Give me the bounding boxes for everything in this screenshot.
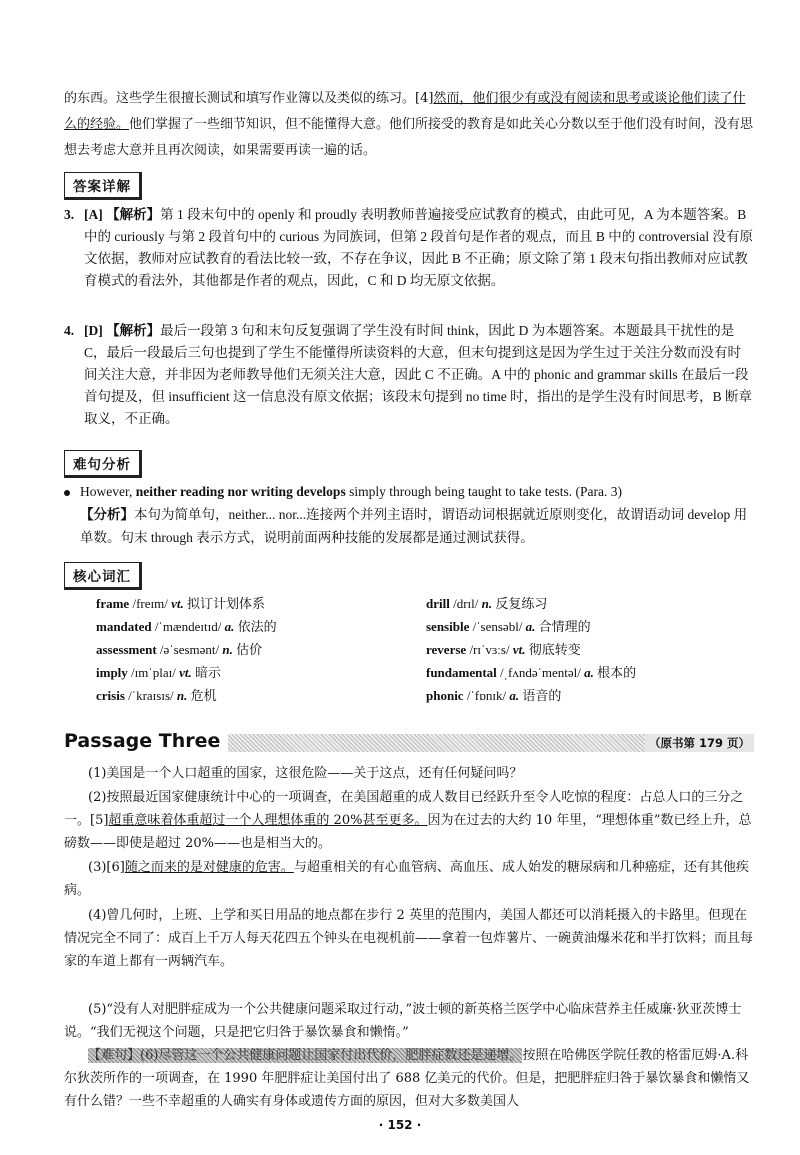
passage-paragraph-4: (4)曾几何时，上班、上学和买日用品的地点都在步行 2 英里的范围内，美国人都还可以消耗摄入的卡路里。但现在情况完全不同了：成百上千万人每天花四五个钟头在电视机前——拿着一包炸薯片、一碗黄油爆米花和半打饮料；而且每家的车道上都有一两辆汽车。 (64, 908, 754, 969)
vocab-entry: assessment /əˈsesmənt/ n. 估价 (96, 642, 263, 657)
difficult-sentence (64, 480, 754, 549)
answer-number: 4. (64, 323, 75, 338)
vocab-entry: reverse /rɪˈvɜːs/ vt. 彻底转变 (426, 642, 581, 657)
top-text-1: 的东西。这些学生很擅长测试和填写作业簿以及类似的练习。[4] (64, 91, 434, 106)
answer-text: 第 1 段末句中的 openly 和 proudly 表明教师普遍接受应试教育的模式，由此可见，A 为本题答案。B 中的 curiously 与第 2 段首句中的 curious 为同族词，但第 2 段首句是作者的观点，而且 B 中的 controversial 没有原文依据，教师对应试教育的看法比较一致，不存在争议，因此 B 不正确；原文除了第 1 段末句指出教师对应试教育模式的看法外，其他都是作者的观点，因此，C 和 D 均无原文依据。 (84, 207, 753, 288)
vocab-column-left (96, 592, 277, 707)
page-number: · 152 · (378, 1118, 422, 1132)
vocab-entry: imply /ɪmˈplaɪ/ vt. 暗示 (96, 665, 221, 680)
sentence-part-c: simply through being taught to take tests. (Para. 3) (345, 484, 623, 499)
vocab-column-right (426, 592, 636, 707)
vocab-entry: fundamental /ˌfʌndəˈmentəl/ a. 根本的 (426, 665, 637, 680)
section-title-vocabulary: 核心词汇 (64, 562, 142, 590)
passage-title: Passage Three (64, 730, 228, 752)
passage-paragraph-1: (1)美国是一个人口超重的国家，这很危险——关于这点，还有任何疑问吗？ (88, 766, 523, 781)
difficult-sentence-highlight: 【难句】(6)尽管这一个公共健康问题让国家付出代价，肥胖症数还是递增。 (88, 1048, 523, 1063)
answer-text: 最后一段第 3 句和末句反复强调了学生没有时间 think，因此 D 为本题答案。本题最具干扰性的是 C，最后一段最后三句也提到了学生不能懂得所读资料的大意，但末句提到这是因为学生过于关注分数而没有时间关注大意，并非因为老师教导他们无须关注大意，因此 C 不正确。A 中的 phonic and grammar skills 在最后一段首句提及，但 insufficient 这一信息没有原文依据；该段末句提到 no time 时，指出的是学生没有时间思考，B 断章取义，不正确。 (84, 323, 752, 426)
vocab-entry: phonic /ˈfɒnɪk/ a. 语音的 (426, 688, 562, 703)
answer-letter: [A] (84, 207, 103, 222)
analysis-tag: 【分析】 (80, 507, 134, 522)
sentence-part-a: However, (80, 484, 136, 499)
answer-item-3 (64, 204, 754, 292)
answer-number: 3. (64, 207, 75, 222)
vocab-entry: crisis /ˈkraɪsɪs/ n. 危机 (96, 688, 217, 703)
vocab-entry: frame /freɪm/ vt. 拟订计划体系 (96, 596, 265, 611)
passage-paragraph-5: (5)“没有人对肥胖症成为一个公共健康问题采取过行动，”波士顿的新英格兰医学中心临床营养主任威廉·狄亚茨博士说。“我们无视这个问题，只是把它归咎于暴饮暴食和懒惰。” (64, 1002, 742, 1040)
passage-paragraph-2: (2)按照最近国家健康统计中心的一项调查，在美国超重的成人数目已经跃升至令人吃惊的程度：占总人口的三分之一。[5]超重意味着体重超过一个人理想体重的 20%甚至更多。因为在过去的大约 10 年里，“理想体重”数已经上升，总磅数——即使是超过 20%——也是相当大的。 (64, 790, 752, 851)
vocab-entry: mandated /ˈmændeɪtɪd/ a. 依法的 (96, 619, 277, 634)
analysis-tag: 【解析】 (106, 323, 161, 338)
top-underlined-2: 他们读了什么的经验。 (64, 91, 746, 132)
analysis-tag: 【解析】 (106, 207, 161, 222)
passage-page-reference: （原书第 179 页） (645, 734, 754, 752)
top-text-2: 他们掌握了一些细节知识，但不能懂得大意。他们所接受的教育是如此关心分数以至于他们没有时间，没有思想去考虑大意并且再次阅读，如果需要再读一遍的话。 (64, 117, 754, 158)
section-title-difficult-sentence: 难句分析 (64, 450, 142, 478)
answer-item-4 (64, 320, 754, 430)
top-underlined-1: 然而，他们很少有或没有阅读和思考或谈论 (433, 91, 681, 106)
passage-paragraph-3: (3)[6]随之而来的是对健康的危害。与超重相关的有心血管病、高血压、成人始发的糖尿病和几种癌症，还有其他疾病。 (64, 860, 749, 898)
section-title-answers: 答案详解 (64, 172, 142, 200)
vocab-entry: drill /drɪl/ n. 反复练习 (426, 596, 548, 611)
analysis-text: 本句为简单句，neither... nor...连接两个并列主语时，谓语动词根据就近原则变化，故谓语动词 develop 用单数。句末 through 表示方式，说明前面两种技能的发展都是通过测试获得。 (80, 507, 748, 545)
bullet-icon (64, 490, 70, 496)
vocab-entry: sensible /ˈsensəbl/ a. 合情理的 (426, 619, 591, 634)
sentence-part-b: neither reading nor writing develops (135, 484, 346, 499)
passage-header (64, 730, 754, 756)
answer-letter: [D] (84, 323, 103, 338)
passage-paragraph-6: 【难句】(6)尽管这一个公共健康问题让国家付出代价，肥胖症数还是递增。按照在哈佛医学院任教的格雷厄姆·A.科尔狄茨所作的一项调查，在 1990 年肥胖症让美国付出了 688 亿美元的代价。但是，把肥胖症归咎于暴饮暴食和懒惰又有什么错？一些不幸超重的人确实有身体或遗传方面的原因，但对大多数美国人 (64, 1048, 750, 1109)
translation-paragraph-top (64, 86, 754, 164)
